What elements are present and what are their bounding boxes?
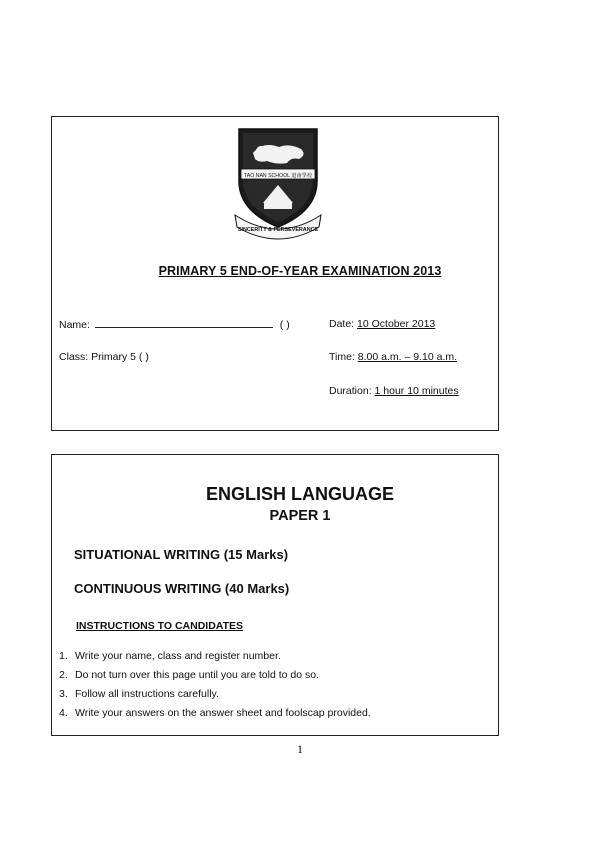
- section-continuous-writing: CONTINUOUS WRITING (40 Marks): [74, 581, 290, 596]
- crest-school-name: TAO NAN SCHOOL 道南學校: [243, 173, 313, 179]
- list-item: [59, 650, 371, 669]
- date-value: 10 October 2013: [357, 318, 436, 330]
- list-item: [59, 707, 371, 726]
- section-situational-writing: SITUATIONAL WRITING (15 Marks): [74, 547, 289, 562]
- duration-row: [329, 385, 459, 397]
- time-label: Time:: [329, 351, 355, 363]
- time-row: [329, 351, 457, 363]
- paper-title: PAPER 1: [269, 508, 331, 524]
- school-crest-icon: [233, 123, 323, 241]
- date-row: [329, 318, 435, 330]
- instruction-text: Write your name, class and register number.: [75, 650, 281, 662]
- list-item: [59, 688, 371, 707]
- instruction-text: Do not turn over this page until you are told to do so.: [75, 669, 319, 681]
- subject-title: ENGLISH LANGUAGE: [205, 484, 394, 504]
- instructions-heading: INSTRUCTIONS TO CANDIDATES: [76, 620, 244, 632]
- instruction-text: Write your answers on the answer sheet and foolscap provided.: [75, 707, 371, 719]
- exam-title: PRIMARY 5 END-OF-YEAR EXAMINATION 2013: [158, 264, 442, 278]
- name-blank-line: [95, 318, 273, 328]
- instruction-number: 1.: [59, 650, 68, 662]
- instruction-number: 3.: [59, 688, 68, 700]
- instruction-number: 4.: [59, 707, 68, 719]
- name-row: [59, 318, 290, 331]
- instructions-list: [59, 650, 371, 726]
- instruction-text: Follow all instructions carefully.: [75, 688, 219, 700]
- name-label: Name:: [59, 319, 90, 331]
- list-item: [59, 669, 371, 688]
- time-value: 8.00 a.m. – 9.10 a.m.: [357, 351, 458, 363]
- instruction-number: 2.: [59, 669, 68, 681]
- page-number: 1: [297, 742, 303, 756]
- class-label: Class: Primary 5 ( ): [59, 351, 149, 363]
- duration-value: 1 hour 10 minutes: [374, 385, 459, 397]
- duration-label: Duration:: [329, 385, 372, 397]
- name-register-brackets: ( ): [279, 319, 290, 331]
- crest-motto: SINCERITY & PERSEVERANCE: [237, 227, 319, 233]
- date-label: Date:: [329, 318, 355, 330]
